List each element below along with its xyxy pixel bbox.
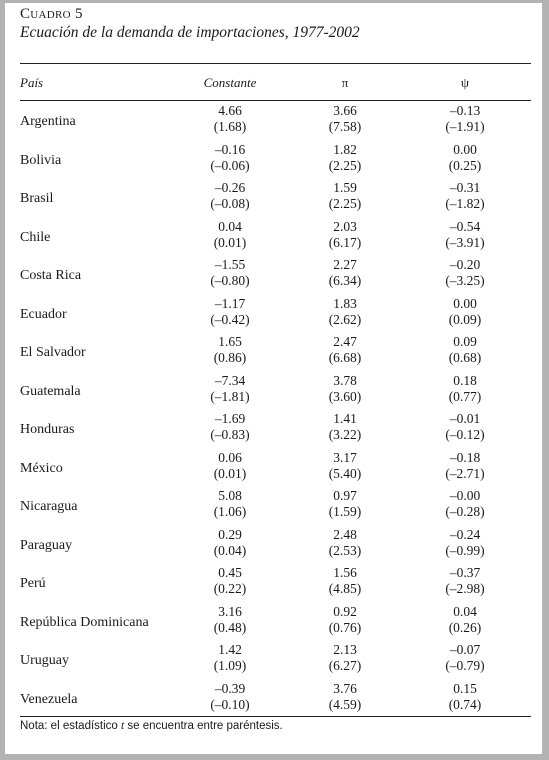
table-row (5, 450, 542, 489)
psi-cell (405, 488, 525, 520)
constante-cell-tstat: (0.01) (213, 465, 247, 481)
country-name: Argentina (20, 114, 76, 129)
psi-cell (405, 411, 525, 443)
pi-cell (290, 180, 400, 212)
pi-cell-estimate: 0.92 (333, 603, 357, 619)
constante-cell-estimate: –1.55 (214, 257, 246, 272)
psi-cell-tstat: (–1.91) (445, 119, 485, 134)
constante-cell-tstat: (0.86) (213, 350, 247, 365)
psi-cell-estimate: 0.18 (453, 372, 477, 388)
pi-cell-estimate: 2.48 (333, 526, 357, 542)
table-row (5, 604, 542, 643)
country-name: Honduras (20, 422, 75, 437)
psi-cell-tstat: (–3.91) (445, 234, 485, 250)
header-pais: País (20, 75, 44, 90)
constante-cell-tstat: (0.22) (213, 581, 247, 596)
pi-cell-estimate: 1.56 (333, 565, 357, 580)
top-rule (20, 63, 531, 64)
table-panel (5, 3, 542, 754)
country-name: Perú (20, 576, 46, 591)
psi-cell-tstat: (–0.12) (445, 427, 485, 442)
constante-cell (165, 373, 295, 405)
pi-cell-tstat: (1.59) (328, 504, 362, 519)
constante-cell-estimate: –0.16 (214, 141, 246, 157)
constante-cell-tstat: (–0.83) (210, 427, 250, 442)
constante-cell (165, 180, 295, 212)
psi-cell-tstat: (0.09) (448, 311, 482, 327)
psi-cell (405, 142, 525, 174)
psi-cell (405, 180, 525, 212)
header-rule (20, 100, 531, 101)
constante-cell-tstat: (1.06) (213, 504, 247, 519)
constante-cell-estimate: –1.17 (214, 295, 246, 311)
pi-cell-tstat: (6.34) (328, 273, 362, 288)
psi-cell (405, 219, 525, 251)
psi-cell-tstat: (–0.79) (445, 658, 485, 673)
pi-cell-tstat: (6.27) (328, 658, 362, 673)
constante-cell-tstat: (0.01) (213, 234, 247, 250)
pi-cell (290, 257, 400, 289)
pi-cell-estimate: 2.03 (333, 218, 357, 234)
country-name: Costa Rica (20, 268, 82, 283)
pi-cell-estimate: 2.47 (333, 334, 357, 349)
country-name: Brasil (20, 191, 54, 206)
psi-cell (405, 334, 525, 366)
psi-cell (405, 373, 525, 405)
psi-cell-estimate: –0.37 (449, 565, 481, 580)
constante-cell (165, 296, 295, 328)
constante-cell-estimate: –0.26 (214, 180, 246, 195)
constante-cell-tstat: (–0.10) (210, 696, 250, 712)
pi-cell-estimate: 1.59 (333, 180, 357, 195)
psi-cell-tstat: (0.25) (448, 157, 482, 173)
pi-cell-estimate: 2.13 (333, 642, 357, 657)
pi-cell (290, 642, 400, 674)
constante-cell-estimate: 0.45 (218, 565, 242, 580)
constante-cell (165, 334, 295, 366)
pi-cell-estimate: 2.27 (333, 257, 357, 272)
table-row (5, 411, 542, 450)
table-note (20, 720, 283, 732)
psi-cell-estimate: –0.07 (449, 642, 481, 657)
psi-cell-estimate: –0.24 (449, 526, 481, 542)
pi-cell-estimate: 0.97 (333, 488, 357, 503)
constante-cell (165, 450, 295, 482)
table-row (5, 373, 542, 412)
constante-cell-estimate: 0.06 (218, 449, 242, 465)
constante-cell-estimate: 0.29 (218, 526, 242, 542)
psi-cell-estimate: 0.00 (453, 295, 477, 311)
constante-cell-estimate: 4.66 (218, 103, 242, 118)
pi-cell (290, 604, 400, 636)
psi-cell-estimate: 0.00 (453, 141, 477, 157)
country-name: Bolivia (20, 152, 62, 168)
country-name: Guatemala (20, 383, 81, 399)
table-row (5, 103, 542, 142)
pi-cell (290, 296, 400, 328)
country-name: Uruguay (20, 653, 69, 668)
pi-cell (290, 334, 400, 366)
constante-cell-tstat: (–1.81) (210, 388, 250, 404)
table-row (5, 565, 542, 604)
constante-cell (165, 681, 295, 713)
table-label-number: 5 (74, 6, 83, 22)
pi-cell (290, 411, 400, 443)
table-body (5, 103, 542, 719)
constante-cell-estimate: 1.65 (218, 334, 242, 349)
constante-cell-tstat: (0.04) (213, 542, 247, 558)
note-prefix: Nota: el estadístico (20, 720, 121, 732)
constante-cell-tstat: (1.09) (213, 658, 247, 673)
table-label (20, 6, 83, 23)
pi-cell-tstat: (2.25) (328, 196, 362, 211)
psi-cell (405, 642, 525, 674)
pi-cell (290, 103, 400, 135)
constante-cell (165, 488, 295, 520)
country-name: El Salvador (20, 345, 86, 360)
constante-cell (165, 219, 295, 251)
psi-cell-tstat: (0.77) (448, 388, 482, 404)
pi-cell-estimate: 3.17 (333, 449, 357, 465)
pi-cell (290, 488, 400, 520)
constante-cell-estimate: –7.34 (214, 372, 246, 388)
pi-cell (290, 219, 400, 251)
constante-cell-tstat: (0.48) (213, 619, 247, 635)
psi-cell-estimate: –0.18 (449, 449, 481, 465)
psi-cell-tstat: (–2.71) (445, 465, 485, 481)
pi-cell-tstat: (3.60) (328, 388, 362, 404)
psi-cell (405, 565, 525, 597)
constante-cell-estimate: –0.39 (214, 680, 246, 696)
country-name: Ecuador (20, 306, 67, 322)
header-pi: π (341, 75, 349, 90)
pi-cell-estimate: 3.78 (333, 372, 357, 388)
constante-cell-estimate: 0.04 (218, 218, 242, 234)
pi-cell (290, 373, 400, 405)
psi-cell-tstat: (–0.99) (445, 542, 485, 558)
header-psi: ψ (460, 75, 470, 90)
country-name: República Dominicana (20, 614, 149, 630)
country-name: Chile (20, 229, 51, 245)
pi-cell-tstat: (5.40) (328, 465, 362, 481)
country-name: México (20, 460, 63, 476)
pi-cell (290, 142, 400, 174)
constante-cell-tstat: (–0.06) (210, 157, 250, 173)
pi-cell-tstat: (7.58) (328, 119, 362, 134)
psi-cell (405, 604, 525, 636)
pi-cell-estimate: 1.41 (333, 411, 357, 426)
psi-cell-estimate: –0.20 (449, 257, 481, 272)
psi-cell (405, 257, 525, 289)
pi-cell-tstat: (2.53) (328, 542, 362, 558)
table-row (5, 257, 542, 296)
table-row (5, 334, 542, 373)
psi-cell-estimate: –0.01 (449, 411, 481, 426)
psi-cell-tstat: (0.26) (448, 619, 482, 635)
table-row (5, 180, 542, 219)
pi-cell (290, 450, 400, 482)
country-name: Venezuela (20, 691, 78, 707)
pi-cell-estimate: 1.83 (333, 295, 357, 311)
psi-cell-tstat: (–0.28) (445, 504, 485, 519)
constante-cell (165, 257, 295, 289)
table-label-prefix: Cuadro (20, 6, 71, 22)
pi-cell (290, 565, 400, 597)
constante-cell (165, 642, 295, 674)
psi-cell (405, 296, 525, 328)
psi-cell-estimate: –0.13 (449, 103, 481, 118)
constante-cell (165, 411, 295, 443)
note-suffix: se encuentra entre paréntesis. (124, 720, 283, 732)
constante-cell-tstat: (1.68) (213, 119, 247, 134)
pi-cell-tstat: (6.68) (328, 350, 362, 365)
pi-cell-estimate: 3.66 (333, 103, 357, 118)
psi-cell-estimate: 0.15 (453, 680, 477, 696)
pi-cell-tstat: (4.85) (328, 581, 362, 596)
psi-cell-tstat: (–2.98) (445, 581, 485, 596)
psi-cell-estimate: 0.09 (453, 334, 477, 349)
psi-cell-tstat: (0.74) (448, 696, 482, 712)
table-row (5, 296, 542, 335)
psi-cell-tstat: (–1.82) (445, 196, 485, 211)
table-row (5, 527, 542, 566)
bottom-rule (20, 716, 531, 717)
psi-cell (405, 103, 525, 135)
header-constante: Constante (203, 75, 257, 90)
constante-cell-estimate: 3.16 (218, 603, 242, 619)
pi-cell-estimate: 1.82 (333, 141, 357, 157)
psi-cell-tstat: (–3.25) (445, 273, 485, 288)
constante-cell-estimate: 1.42 (218, 642, 242, 657)
psi-cell-tstat: (0.68) (448, 350, 482, 365)
psi-cell-estimate: 0.04 (453, 603, 477, 619)
constante-cell (165, 565, 295, 597)
psi-cell-estimate: –0.00 (449, 488, 481, 503)
psi-cell-estimate: –0.31 (449, 180, 481, 195)
pi-cell-tstat: (6.17) (328, 234, 362, 250)
pi-cell-tstat: (0.76) (328, 619, 362, 635)
constante-cell-tstat: (–0.80) (210, 273, 250, 288)
pi-cell-tstat: (4.59) (328, 696, 362, 712)
country-name: Paraguay (20, 537, 73, 553)
table-row (5, 142, 542, 181)
country-name: Nicaragua (20, 499, 78, 514)
constante-cell-tstat: (–0.42) (210, 311, 250, 327)
table-row (5, 488, 542, 527)
pi-cell-tstat: (3.22) (328, 427, 362, 442)
table-row (5, 219, 542, 258)
pi-cell-estimate: 3.76 (333, 680, 357, 696)
table-row (5, 681, 542, 720)
pi-cell (290, 527, 400, 559)
pi-cell-tstat: (2.25) (328, 157, 362, 173)
psi-cell (405, 681, 525, 713)
psi-cell (405, 450, 525, 482)
constante-cell (165, 604, 295, 636)
table-row (5, 642, 542, 681)
pi-cell (290, 681, 400, 713)
constante-cell (165, 142, 295, 174)
constante-cell (165, 527, 295, 559)
note-t: t (121, 720, 125, 732)
constante-cell-estimate: 5.08 (218, 488, 242, 503)
table-title: Ecuación de la demanda de importaciones, 1977-2002 (20, 24, 360, 41)
constante-cell-estimate: –1.69 (214, 411, 246, 426)
psi-cell (405, 527, 525, 559)
pi-cell-tstat: (2.62) (328, 311, 362, 327)
psi-cell-estimate: –0.54 (449, 218, 481, 234)
constante-cell-tstat: (–0.08) (210, 196, 250, 211)
constante-cell (165, 103, 295, 135)
